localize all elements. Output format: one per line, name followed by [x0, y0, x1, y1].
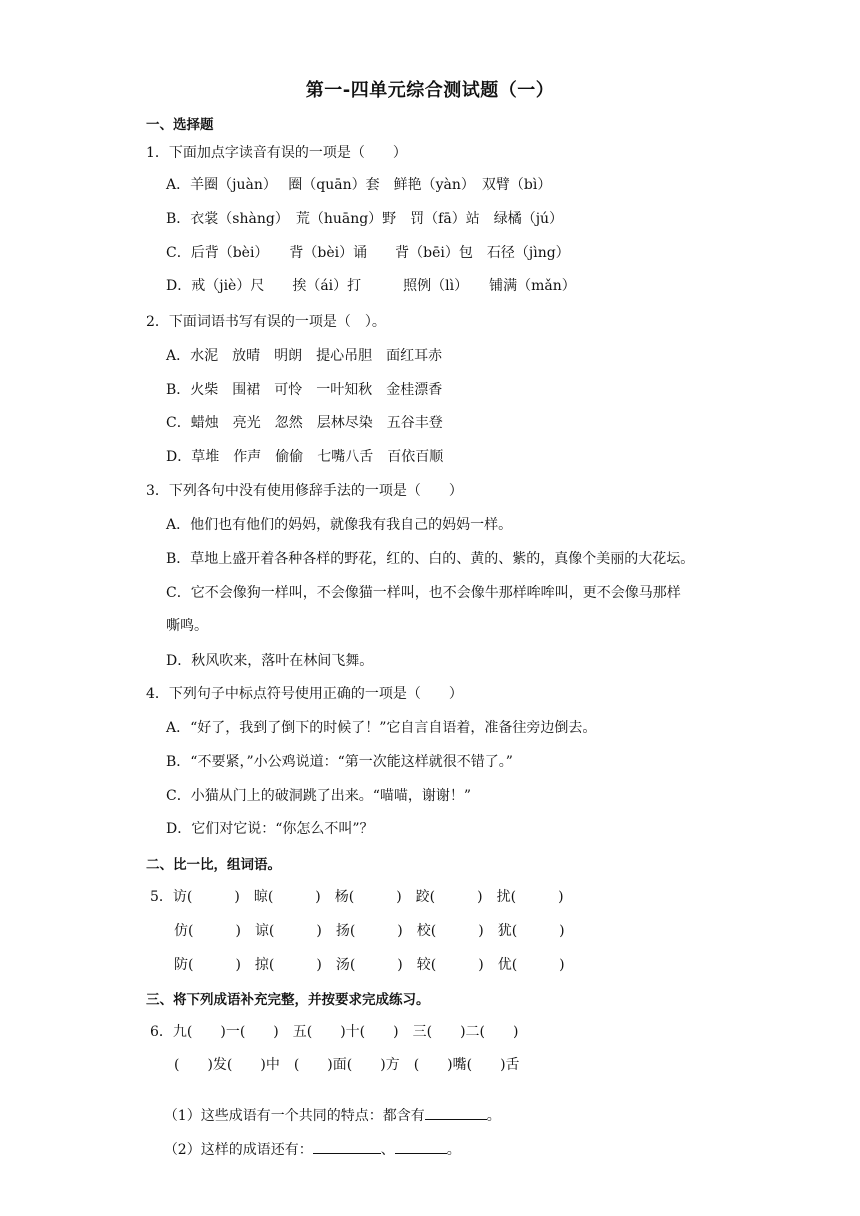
question-2-option-c: C．蜡烛 亮光 忽然 层林尽染 五谷丰登 [166, 415, 443, 431]
question-6-part-1-text: （1）这些成语有一个共同的特点：都含有 [163, 1108, 425, 1124]
question-2-stem: 2．下面词语书写有误的一项是（ ）。 [146, 314, 386, 330]
section-heading-choice: 一、选择题 [146, 117, 214, 133]
question-3-stem: 3．下列各句中没有使用修辞手法的一项是（ ） [146, 483, 463, 499]
question-2-option-a: A．水泥 放晴 明朗 提心吊胆 面红耳赤 [166, 348, 443, 364]
question-6-part-2-end: 。 [446, 1142, 461, 1158]
section-heading-idioms: 三、将下列成语补充完整，并按要求完成练习。 [146, 992, 430, 1008]
question-4-option-d: D．它们对它说：“你怎么不叫”？ [166, 821, 374, 837]
question-2-option-d: D．草堆 作声 偷偷 七嘴八舌 百依百顺 [166, 449, 444, 465]
question-6-row-2: ( )发( )中 ( )面( )方 ( )嘴( )舌 [174, 1057, 520, 1073]
question-1-option-a: A．羊圈（juàn） 圈（quān）套 鲜艳（yàn） 双臂（bì） [166, 177, 552, 193]
question-4-stem: 4．下列句子中标点符号使用正确的一项是（ ） [146, 686, 463, 702]
answer-blank-2[interactable] [313, 1139, 381, 1154]
question-6-part-1-end: 。 [486, 1108, 501, 1124]
question-1-option-c: C．后背（bèi） 背（bèi）诵 背（bēi）包 石径（jìng） [166, 245, 570, 261]
question-6-part-2-text: （2）这样的成语还有： [163, 1142, 313, 1158]
question-3-option-c: C．它不会像狗一样叫，不会像猫一样叫，也不会像牛那样哞哞叫，更不会像马那样 [166, 585, 681, 601]
question-4-option-a: A．“好了，我到了倒下的时候了！”它自言自语着，准备往旁边倒去。 [166, 720, 597, 736]
question-6-part-2-separator: 、 [380, 1142, 395, 1158]
answer-blank-3[interactable] [395, 1139, 447, 1154]
answer-blank-1[interactable] [425, 1105, 487, 1120]
question-5-row-1: 5．访( ) 晾( ) 杨( ) 跤( ) 扰( ) [150, 889, 564, 905]
question-6-row-1: 6．九( )一( ) 五( )十( ) 三( )二( ) [150, 1024, 519, 1040]
question-5-row-2: 仿( ) 谅( ) 扬( ) 校( ) 犹( ) [174, 923, 565, 939]
question-1-option-d: D．戒（jiè）尺 挨（ái）打 照例（lì） 铺满（mǎn） [166, 278, 576, 294]
question-4-option-b: B．“不要紧，”小公鸡说道：“第一次能这样就很不错了。” [166, 754, 513, 770]
question-1-stem: 1．下面加点字读音有误的一项是（ ） [146, 145, 407, 161]
question-2-option-b: B．火柴 围裙 可怜 一叶知秋 金桂漂香 [166, 382, 443, 398]
question-3-option-b: B．草地上盛开着各种各样的野花，红的、白的、黄的、紫的，真像个美丽的大花坛。 [166, 551, 695, 567]
question-3-option-d: D．秋风吹来，落叶在林间飞舞。 [166, 653, 374, 669]
question-6-part-2 [146, 1123, 461, 1175]
section-heading-compare: 二、比一比，组词语。 [146, 857, 281, 873]
question-5-row-3: 防( ) 掠( ) 汤( ) 较( ) 优( ) [174, 957, 565, 973]
question-1-option-b: B．衣裳（shàng） 荒（huāng）野 罚（fā）站 绿橘（jú） [166, 211, 564, 227]
question-4-option-c: C．小猫从门上的破洞跳了出来。“喵喵，谢谢！” [166, 788, 472, 804]
question-3-option-a: A．他们也有他们的妈妈，就像我有我自己的妈妈一样。 [166, 517, 513, 533]
page-title: 第一-四单元综合测试题（一） [305, 80, 555, 101]
question-3-option-c-continued: 嘶鸣。 [166, 618, 208, 634]
